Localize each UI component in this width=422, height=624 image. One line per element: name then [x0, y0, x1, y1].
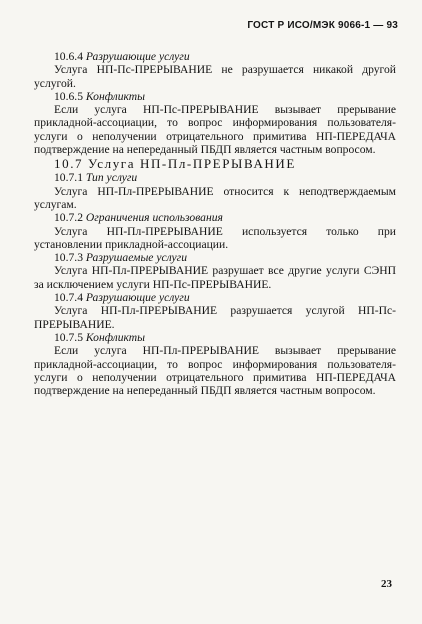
subsection-number: 10.7.3 — [54, 251, 83, 265]
document-body — [34, 50, 396, 397]
paragraph: Если услуга НП-Пс-ПРЕРЫВАНИЕ вызывает прерывание прикладной-ассоциации, то вопрос информирования пользователя-услуги о неполучении отрицательного примитива НП-ПЕРЕДАЧА подтверждение на непереданный ПБДП является частным вопросом. — [34, 103, 396, 157]
paragraph: Услуга НП-Пл-ПРЕРЫВАНИЕ используется только при установлении прикладной-ассоциации. — [34, 224, 396, 251]
running-header: ГОСТ Р ИСО/МЭК 9066-1 — 93 — [247, 20, 398, 31]
subsection-title: Разрушающие услуги — [85, 50, 190, 63]
subsection-title: Конфликты — [85, 330, 145, 344]
paragraph: Услуга НП-Пс-ПРЕРЫВАНИЕ не разрушается никакой другой услугой. — [34, 63, 396, 90]
subsection-heading — [34, 331, 396, 344]
paragraph: Если услуга НП-Пл-ПРЕРЫВАНИЕ вызывает прерывание прикладной-ассоциации, то вопрос информирования пользователя-услуги о неполучении отрицательного примитива НП-ПЕРЕДАЧА подтверждение на непереданный ПБДП является частным вопросом. — [34, 344, 396, 398]
paragraph: Услуга НП-Пл-ПРЕРЫВАНИЕ разрушается услугой НП-Пс-ПРЕРЫВАНИЕ. — [34, 304, 396, 331]
subsection-title: Разрушаемые услуги — [85, 251, 188, 265]
subsection-number: 10.7.2 — [54, 211, 83, 225]
subsection-heading — [34, 291, 396, 304]
paragraph: Услуга НП-Пл-ПРЕРЫВАНИЕ разрушает все другие услуги СЭНП за исключением услуги НП-Пс-ПРЕРЫВАНИЕ. — [34, 264, 396, 291]
section-heading: 10.7 Услуга НП-Пл-ПРЕРЫВАНИЕ — [54, 156, 296, 172]
subsection-number: 10.7.5 — [54, 330, 83, 344]
subsection-heading — [34, 211, 396, 224]
subsection-number: 10.7.1 — [54, 171, 83, 185]
subsection-heading — [34, 90, 396, 103]
subsection-title: Разрушающие услуги — [85, 291, 190, 305]
subsection-title: Ограничения использования — [85, 211, 223, 225]
subsection-heading — [34, 251, 396, 264]
subsection-number: 10.6.4 — [54, 50, 83, 63]
subsection-heading — [34, 50, 396, 63]
page-number: 23 — [381, 578, 392, 590]
subsection-heading — [34, 171, 396, 184]
subsection-title: Тип услуги — [85, 171, 138, 185]
paragraph: Услуга НП-Пл-ПРЕРЫВАНИЕ относится к неподтверждаемым услугам. — [34, 184, 396, 211]
subsection-number: 10.6.5 — [54, 89, 83, 103]
subsection-number: 10.7.4 — [54, 291, 83, 305]
subsection-title: Конфликты — [85, 89, 145, 103]
